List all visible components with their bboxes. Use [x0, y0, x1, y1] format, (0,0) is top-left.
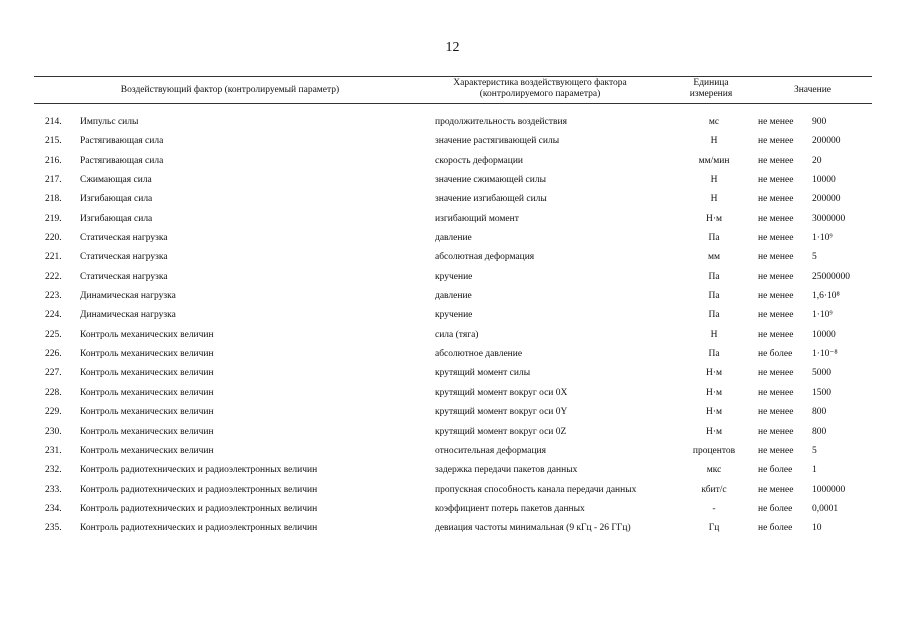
row-characteristic: задержка передачи пакетов данных [435, 465, 578, 476]
table-body [0, 116, 905, 542]
row-number: 234. [45, 503, 62, 514]
row-unit: мм/мин [698, 155, 730, 166]
table-row [0, 426, 905, 445]
row-factor: Контроль радиотехнических и радиоэлектронных величин [80, 523, 318, 534]
row-factor: Растягивающая сила [80, 136, 164, 147]
row-number: 218. [45, 194, 62, 205]
row-unit: мкс [706, 465, 722, 476]
row-value: 20 [812, 155, 822, 166]
row-characteristic: сила (тяга) [435, 329, 479, 340]
row-characteristic: давление [435, 233, 472, 244]
row-value: 5 [812, 445, 817, 456]
row-characteristic: абсолютная деформация [435, 252, 535, 263]
row-characteristic: кручение [435, 310, 473, 321]
row-characteristic: значение растягивающей силы [435, 136, 560, 147]
row-factor: Контроль механических величин [80, 368, 214, 379]
row-factor: Контроль механических величин [80, 329, 214, 340]
table-row [0, 271, 905, 290]
row-factor: Динамическая нагрузка [80, 310, 176, 321]
row-characteristic: абсолютное давление [435, 349, 523, 360]
row-unit: Па [708, 349, 720, 360]
row-factor: Контроль радиотехнических и радиоэлектронных величин [80, 465, 318, 476]
row-unit: Н·м [705, 426, 723, 437]
table-row [0, 445, 905, 464]
row-factor: Динамическая нагрузка [80, 291, 176, 302]
table-row [0, 348, 905, 367]
row-characteristic: крутящий момент вокруг оси 0Y [435, 407, 568, 418]
row-factor: Контроль радиотехнических и радиоэлектронных величин [80, 484, 318, 495]
table-row [0, 290, 905, 309]
row-number: 214. [45, 117, 62, 127]
row-value: 5 [812, 252, 817, 263]
row-characteristic: значение сжимающей силы [435, 175, 546, 186]
row-unit: кбит/с [701, 484, 727, 495]
row-condition: не менее [758, 252, 794, 263]
table-row [0, 193, 905, 212]
row-unit: Н·м [705, 407, 723, 418]
column-header-characteristic-line2: (контролируемого параметра) [479, 89, 601, 99]
row-number: 233. [45, 484, 62, 495]
table-row [0, 503, 905, 522]
row-factor: Изгибающая сила [80, 213, 153, 224]
row-number: 216. [45, 155, 62, 166]
row-number: 221. [45, 252, 62, 263]
row-unit: Н [710, 175, 718, 186]
row-number: 215. [45, 136, 62, 147]
row-characteristic: скорость деформации [435, 155, 524, 166]
row-characteristic: девиация частоты минимальная (9 кГц - 26 ГГц) [435, 523, 631, 534]
row-unit: Гц [708, 523, 720, 534]
row-value: 5000 [812, 368, 831, 379]
row-factor: Статическая нагрузка [80, 271, 168, 282]
row-condition: не менее [758, 310, 794, 321]
table-row [0, 309, 905, 328]
row-characteristic: крутящий момент вокруг оси 0X [435, 387, 568, 398]
row-characteristic: коэффициент потерь пакетов данных [435, 503, 585, 514]
table-row [0, 464, 905, 483]
row-condition: не менее [758, 368, 794, 379]
row-condition: не менее [758, 484, 794, 495]
table-row [0, 367, 905, 386]
row-unit: Па [708, 291, 720, 302]
row-value: 1·10⁻⁸ [812, 349, 838, 360]
table-row [0, 232, 905, 251]
row-factor: Контроль радиотехнических и радиоэлектронных величин [80, 503, 318, 514]
row-condition: не менее [758, 387, 794, 398]
row-condition: не более [758, 349, 793, 360]
row-unit: Н [710, 194, 718, 205]
row-value: 1500 [812, 387, 831, 398]
row-condition: не менее [758, 271, 794, 282]
row-number: 228. [45, 387, 62, 398]
row-value: 200000 [812, 136, 841, 147]
row-unit: Н·м [705, 387, 723, 398]
row-characteristic: относительная деформация [435, 445, 547, 456]
row-condition: не менее [758, 291, 794, 302]
row-factor: Статическая нагрузка [80, 233, 168, 244]
table-header-top-rule [34, 76, 872, 77]
row-condition: не менее [758, 426, 794, 437]
table-header-bottom-rule [34, 103, 872, 104]
row-condition: не более [758, 503, 793, 514]
row-factor: Растягивающая сила [80, 155, 164, 166]
row-characteristic: крутящий момент силы [435, 368, 531, 379]
row-value: 10000 [812, 329, 836, 340]
row-value: 1 [812, 465, 817, 476]
row-factor: Контроль механических величин [80, 349, 214, 360]
row-condition: не менее [758, 194, 794, 205]
row-unit: мс [708, 117, 720, 127]
row-condition: не менее [758, 155, 794, 166]
row-value: 200000 [812, 194, 841, 205]
row-condition: не менее [758, 407, 794, 418]
row-value: 800 [812, 407, 827, 418]
row-value: 0,0001 [812, 503, 839, 514]
row-characteristic: пропускная способность канала передачи данных [435, 484, 637, 495]
column-header-unit [672, 78, 750, 100]
row-factor: Контроль механических величин [80, 426, 214, 437]
row-value: 1·10⁹ [812, 233, 833, 244]
row-factor: Сжимающая сила [80, 175, 152, 186]
table-row [0, 522, 905, 541]
row-characteristic: изгибающий момент [435, 213, 519, 224]
table-row [0, 387, 905, 406]
row-condition: не менее [758, 445, 794, 456]
row-unit: Па [708, 233, 720, 244]
table-row [0, 135, 905, 154]
row-condition: не более [758, 523, 793, 534]
row-number: 219. [45, 213, 62, 224]
row-factor: Контроль механических величин [80, 387, 214, 398]
table-row [0, 406, 905, 425]
row-factor: Контроль механических величин [80, 445, 214, 456]
row-value: 25000000 [812, 271, 850, 282]
row-factor: Импульс силы [80, 117, 139, 127]
row-number: 227. [45, 368, 62, 379]
column-header-characteristic [415, 78, 665, 100]
row-value: 800 [812, 426, 827, 437]
table-row [0, 155, 905, 174]
row-unit: Н [710, 329, 718, 340]
column-header-value: Значение [793, 85, 832, 95]
table-row [0, 213, 905, 232]
row-characteristic: давление [435, 291, 472, 302]
row-number: 222. [45, 271, 62, 282]
row-condition: не менее [758, 329, 794, 340]
row-number: 230. [45, 426, 62, 437]
row-number: 232. [45, 465, 62, 476]
page-number: 12 [445, 40, 460, 55]
row-condition: не менее [758, 117, 794, 127]
row-characteristic: значение изгибающей силы [435, 194, 547, 205]
row-value: 10000 [812, 175, 836, 186]
row-unit: Н·м [705, 368, 723, 379]
row-number: 224. [45, 310, 62, 321]
column-header-characteristic-line1: Характеристика воздействующего фактора [453, 78, 627, 88]
row-condition: не менее [758, 233, 794, 244]
row-unit: мм [707, 252, 721, 263]
row-factor: Статическая нагрузка [80, 252, 168, 263]
row-value: 1·10⁹ [812, 310, 833, 321]
row-condition: не менее [758, 175, 794, 186]
row-number: 235. [45, 523, 62, 534]
table-row [0, 329, 905, 348]
row-factor: Контроль механических величин [80, 407, 214, 418]
row-value: 1000000 [812, 484, 846, 495]
row-number: 217. [45, 175, 62, 186]
row-characteristic: крутящий момент вокруг оси 0Z [435, 426, 567, 437]
row-unit: Па [708, 271, 720, 282]
row-characteristic: продолжительность воздействия [435, 117, 567, 127]
row-number: 223. [45, 291, 62, 302]
row-unit: Н [710, 136, 718, 147]
row-number: 220. [45, 233, 62, 244]
row-condition: не менее [758, 136, 794, 147]
row-number: 226. [45, 349, 62, 360]
column-header-factor: Воздействующий фактор (контролируемый параметр) [120, 85, 340, 95]
column-header-unit-line1: Единица [693, 78, 729, 88]
row-value: 900 [812, 117, 827, 127]
row-number: 229. [45, 407, 62, 418]
row-unit: Па [708, 310, 720, 321]
table-row [0, 251, 905, 270]
row-characteristic: кручение [435, 271, 473, 282]
row-value: 1,6·10⁸ [812, 291, 840, 302]
row-value: 10 [812, 523, 822, 534]
row-condition: не более [758, 465, 793, 476]
table-row [0, 174, 905, 193]
row-factor: Изгибающая сила [80, 194, 153, 205]
row-value: 3000000 [812, 213, 846, 224]
row-unit: - [712, 503, 716, 514]
row-condition: не менее [758, 213, 794, 224]
row-unit: Н·м [705, 213, 723, 224]
row-number: 231. [45, 445, 62, 456]
row-unit: процентов [692, 445, 736, 456]
column-header-unit-line2: измерения [689, 89, 733, 99]
table-row [0, 484, 905, 503]
row-number: 225. [45, 329, 62, 340]
table-row [0, 116, 905, 135]
